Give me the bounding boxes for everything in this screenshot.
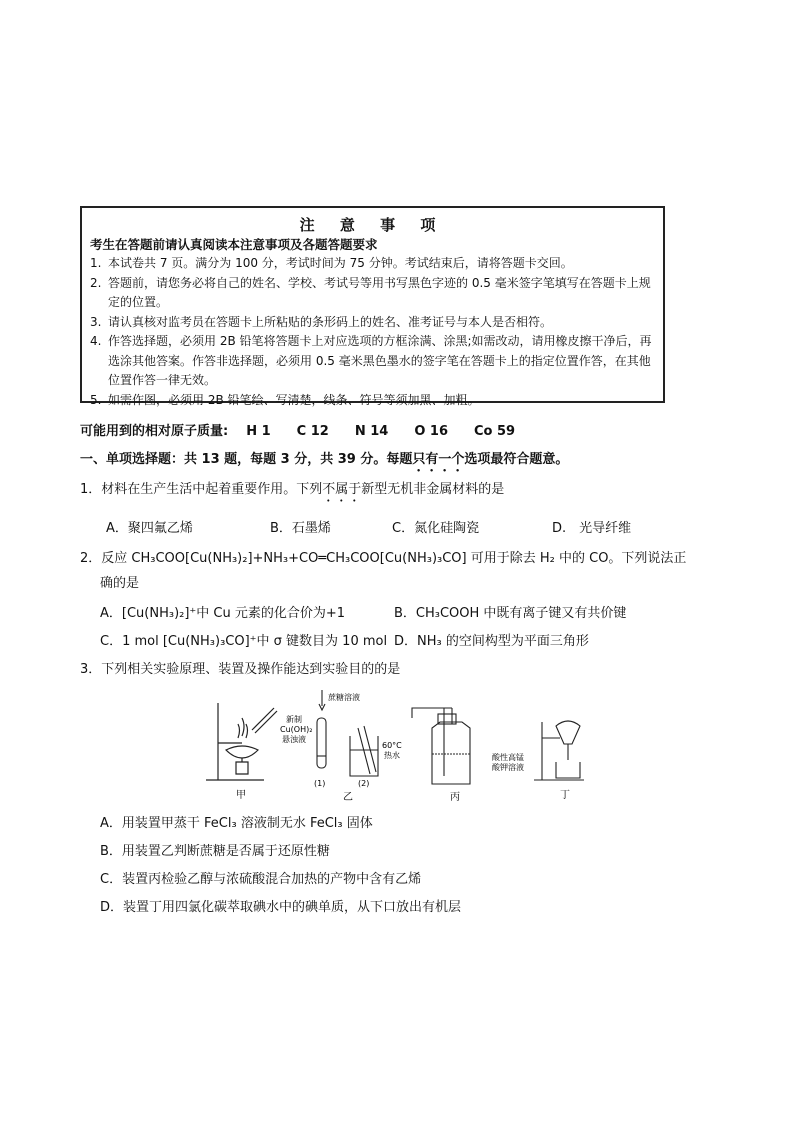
q1-stem-part: 新型无机非金属材料的是 <box>361 482 505 497</box>
label-ding: 丁 <box>560 790 570 801</box>
q2-stem-line2: 确的是 <box>100 576 140 591</box>
label-bing: 丙 <box>450 792 460 803</box>
q1-option-d: D. 光导纤维 <box>552 521 632 536</box>
notice-item-num: 3. <box>90 314 102 329</box>
q3-option-a: A．用装置甲蒸干 FeCl₃ 溶液制无水 FeCl₃ 固体 <box>100 816 373 831</box>
q2-option-c: C．1 mol [Cu(NH₃)₃CO]⁺中 σ 键数目为 10 mol <box>100 634 388 649</box>
q2-option-b: B．CH₃COOH 中既有离子键又有共价键 <box>394 606 627 621</box>
notice-item-num: 2. <box>90 275 102 290</box>
notice-item-text: 作答选择题，必须用 2B 铅笔将答题卡上对应选项的方框涂满、涂黑;如需改动，请用橡皮擦干净后，再选涂其他答案。作答非选择题，必须用 0.5 毫米黑色墨水的签字笔在答题卡上的指定位置作答，在其他位置作答一律无效。 <box>108 334 652 387</box>
notice-subtitle: 考生在答题前请认真阅读本注意事项及各题答题要求 <box>90 237 378 252</box>
label-jia: 甲 <box>236 790 246 801</box>
atomic-masses <box>80 423 541 441</box>
label-yi: 乙 <box>343 792 353 803</box>
q3-apparatus-figure <box>200 688 600 806</box>
label-fresh-1: 新制 <box>286 715 302 724</box>
notice-item-text: 请认真核对监考员在答题卡上所粘贴的条形码上的姓名、准考证号与本人是否相符。 <box>108 314 553 329</box>
notice-item-text: 答题前，请您务必将自己的姓名、学校、考试号等用书写黑色字迹的 0.5 毫米签字笔填写在答题卡上规定的位置。 <box>108 275 651 309</box>
label-tube-2: (2) <box>358 779 370 788</box>
label-kmno4-2: 酸钾溶液 <box>492 763 524 772</box>
q1-option-c: C．氮化硅陶瓷 <box>392 521 480 536</box>
apparatus-ding <box>534 721 584 780</box>
label-temp: 60°C <box>382 741 402 750</box>
q3-option-b: B．用装置乙判断蔗糖是否属于还原性糖 <box>100 844 330 859</box>
notice-item-num: 1. <box>90 256 102 270</box>
notice-item-num: 5. <box>90 392 102 407</box>
label-fresh-2: Cu(OH)₂ <box>280 725 313 734</box>
apparatus-jia <box>206 703 277 780</box>
q2-stem-line1: 2．反应 CH₃COO[Cu(NH₃)₂]+NH₃+CO═CH₃COO[Cu(NH₃)₃CO] 可用于除去 H₂ 中的 CO。下列说法正 <box>80 551 687 566</box>
atomic-masses-label: 可能用到的相对原子质量: <box>80 424 229 439</box>
label-fresh-3: 悬浊液 <box>282 735 306 744</box>
notice-item-text: 如需作图，必须用 2B 铅笔绘、写清楚，线条、符号等须加黑、加粗。 <box>108 392 480 407</box>
q2-option-d: D．NH₃ 的空间构型为平面三角形 <box>394 634 589 649</box>
notice-item-2 <box>90 274 655 313</box>
section-heading-emphasis: 只有一个 <box>412 452 465 467</box>
notice-box <box>80 206 665 407</box>
label-tube-1: (1) <box>314 779 326 788</box>
mass-o: O 16 <box>414 424 448 439</box>
apparatus-yi <box>317 690 378 776</box>
mass-h: H 1 <box>246 424 271 439</box>
label-kmno4-1: 酸性高锰 <box>492 753 524 762</box>
q1-option-b: B．石墨烯 <box>270 521 331 536</box>
q1-stem-emphasis: 不属于 <box>322 482 362 497</box>
notice-item-3 <box>90 313 655 333</box>
notice-item-num: 4. <box>90 334 102 348</box>
q1-stem-part: 1．材料在生产生活中起着重要作用。下列 <box>80 482 323 497</box>
q3-option-d: D．装置丁用四氯化碳萃取碘水中的碘单质，从下口放出有机层 <box>100 900 462 915</box>
label-hot-water: 热水 <box>384 751 400 760</box>
label-sucrose: 蔗糖溶液 <box>328 693 360 702</box>
mass-n: N 14 <box>354 424 389 439</box>
notice-title: 注 意 事 项 <box>299 216 446 234</box>
q1-stem <box>80 481 504 505</box>
mass-co: Co 59 <box>474 424 516 439</box>
q1-option-a: A．聚四氟乙烯 <box>106 521 193 536</box>
notice-item-text: 本试卷共 7 页。满分为 100 分，考试时间为 75 分钟。考试结束后，请将答题卡交回。 <box>108 256 573 270</box>
notice-item-5 <box>90 391 655 411</box>
mass-c: C 12 <box>296 424 329 439</box>
notice-item-4 <box>90 332 655 391</box>
notice-item-1 <box>90 254 655 274</box>
section-heading-part: 一、单项选择题：共 13 题，每题 3 分，共 39 分。每题 <box>80 452 413 467</box>
section-heading <box>80 451 568 475</box>
q3-option-c: C．装置丙检验乙醇与浓硫酸混合加热的产物中含有乙烯 <box>100 872 422 887</box>
section-heading-part: 选项最符合题意。 <box>464 452 569 467</box>
q3-stem: 3．下列相关实验原理、装置及操作能达到实验目的的是 <box>80 662 401 677</box>
apparatus-bing <box>412 708 470 784</box>
q2-option-a: A．[Cu(NH₃)₂]⁺中 Cu 元素的化合价为+1 <box>100 606 346 621</box>
